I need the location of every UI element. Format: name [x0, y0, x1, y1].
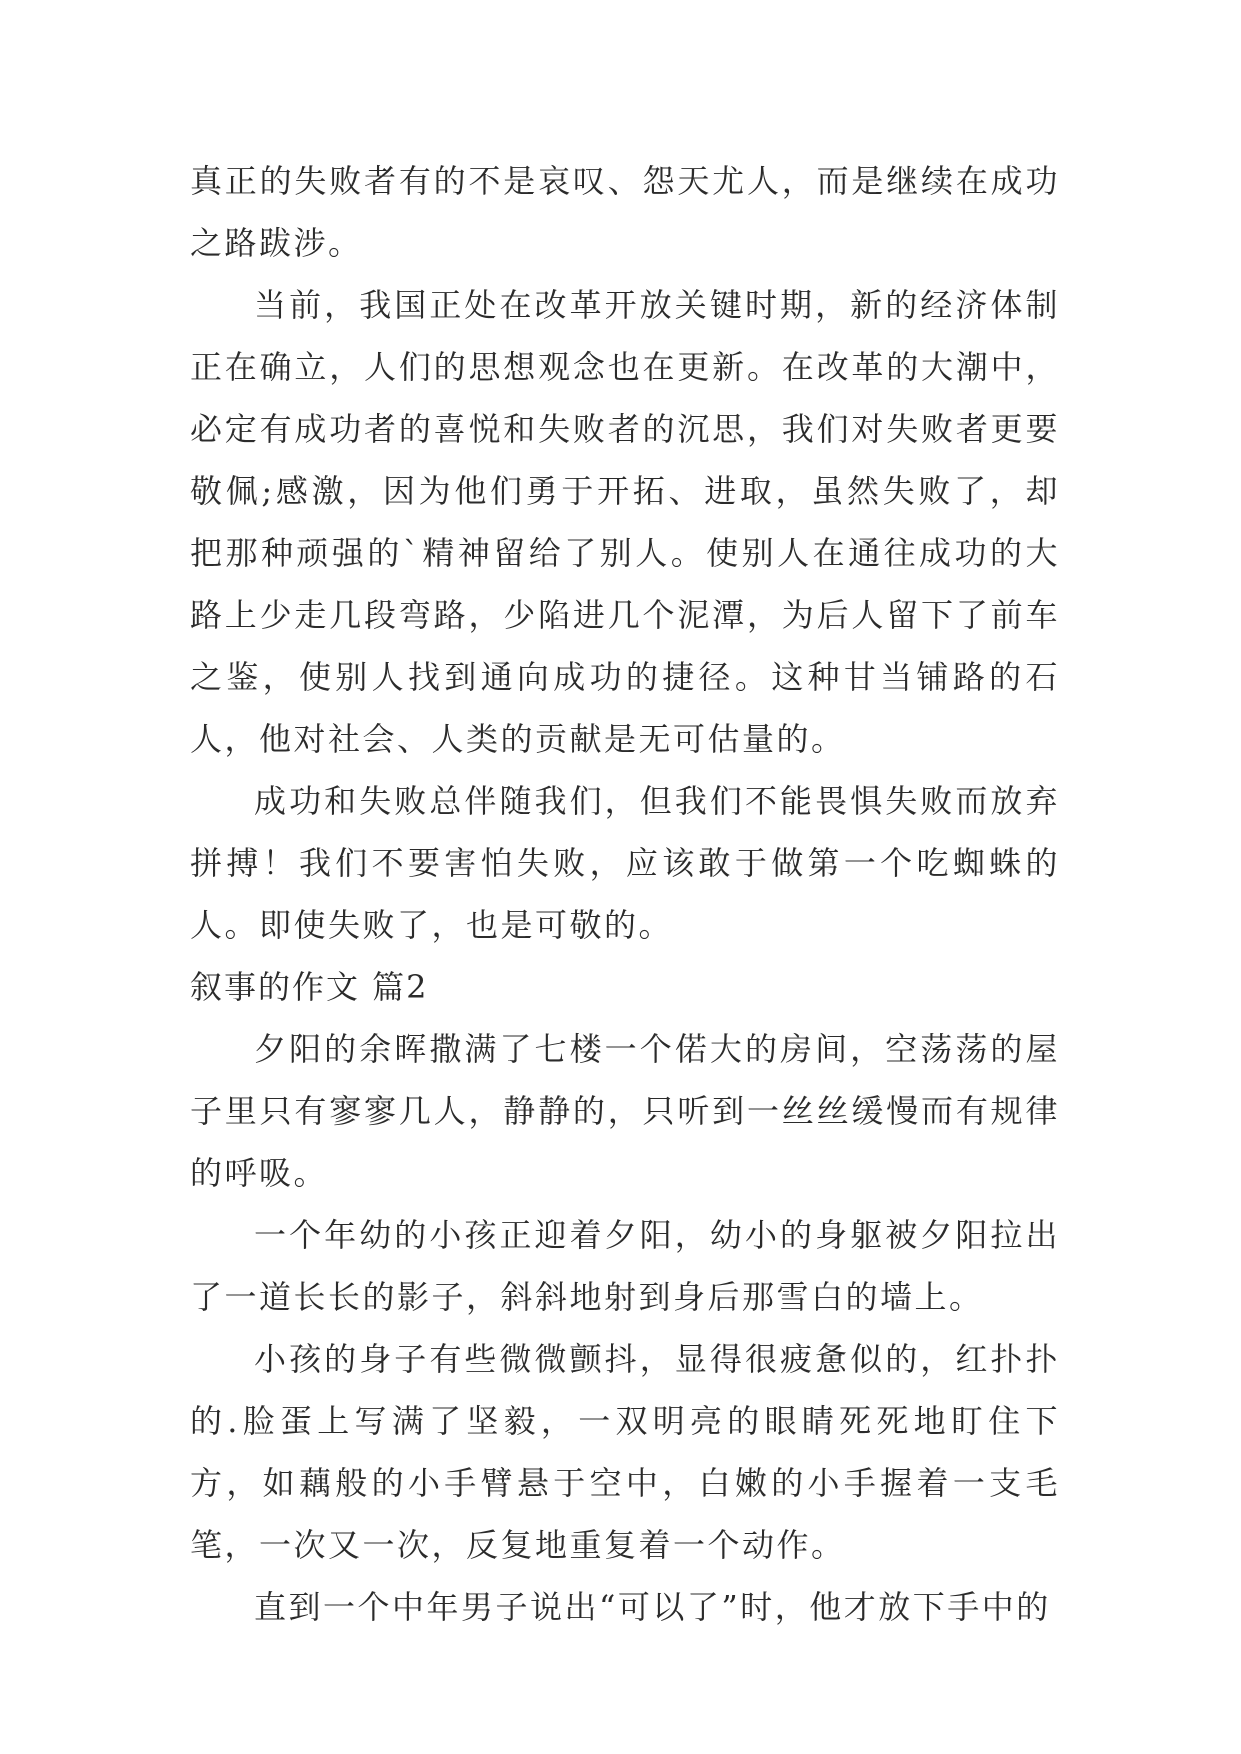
paragraph: 成功和失败总伴随我们，但我们不能畏惧失败而放弃拼搏！我们不要害怕失败，应该敢于做第一个吃蜘蛛的人。即使失败了，也是可敬的。 [190, 782, 1060, 944]
section-heading: 叙事的作文 篇2 [190, 968, 429, 1006]
paragraph-continued: 真正的失败者有的不是哀叹、怨天尤人，而是继续在成功之路跋涉。 [190, 162, 1060, 262]
paragraph: 直到一个中年男子说出“可以了”时，他才放下手中的 [254, 1588, 1051, 1626]
document-body [190, 150, 1060, 1638]
paragraph: 当前，我国正处在改革开放关键时期，新的经济体制正在确立，人们的思想观念也在更新。在改革的大潮中，必定有成功者的喜悦和失败者的沉思，我们对失败者更要敬佩;感激，因为他们勇于开拓、进取，虽然失败了，却把那种顽强的`精神留给了别人。使别人在通往成功的大路上少走几段弯路，少陷进几个泥潭，为后人留下了前车之鉴，使别人找到通向成功的捷径。这种甘当铺路的石人，他对社会、人类的贡献是无可估量的。 [190, 286, 1060, 758]
paragraph: 小孩的身子有些微微颤抖，显得很疲惫似的，红扑扑的.脸蛋上写满了坚毅，一双明亮的眼睛死死地盯住下方，如藕般的小手臂悬于空中，白嫩的小手握着一支毛笔，一次又一次，反复地重复着一个动作。 [190, 1340, 1060, 1564]
paragraph: 一个年幼的小孩正迎着夕阳，幼小的身躯被夕阳拉出了一道长长的影子，斜斜地射到身后那雪白的墙上。 [190, 1216, 1060, 1316]
paragraph: 夕阳的余晖撒满了七楼一个偌大的房间，空荡荡的屋子里只有寥寥几人，静静的，只听到一丝丝缓慢而有规律的呼吸。 [190, 1030, 1060, 1192]
